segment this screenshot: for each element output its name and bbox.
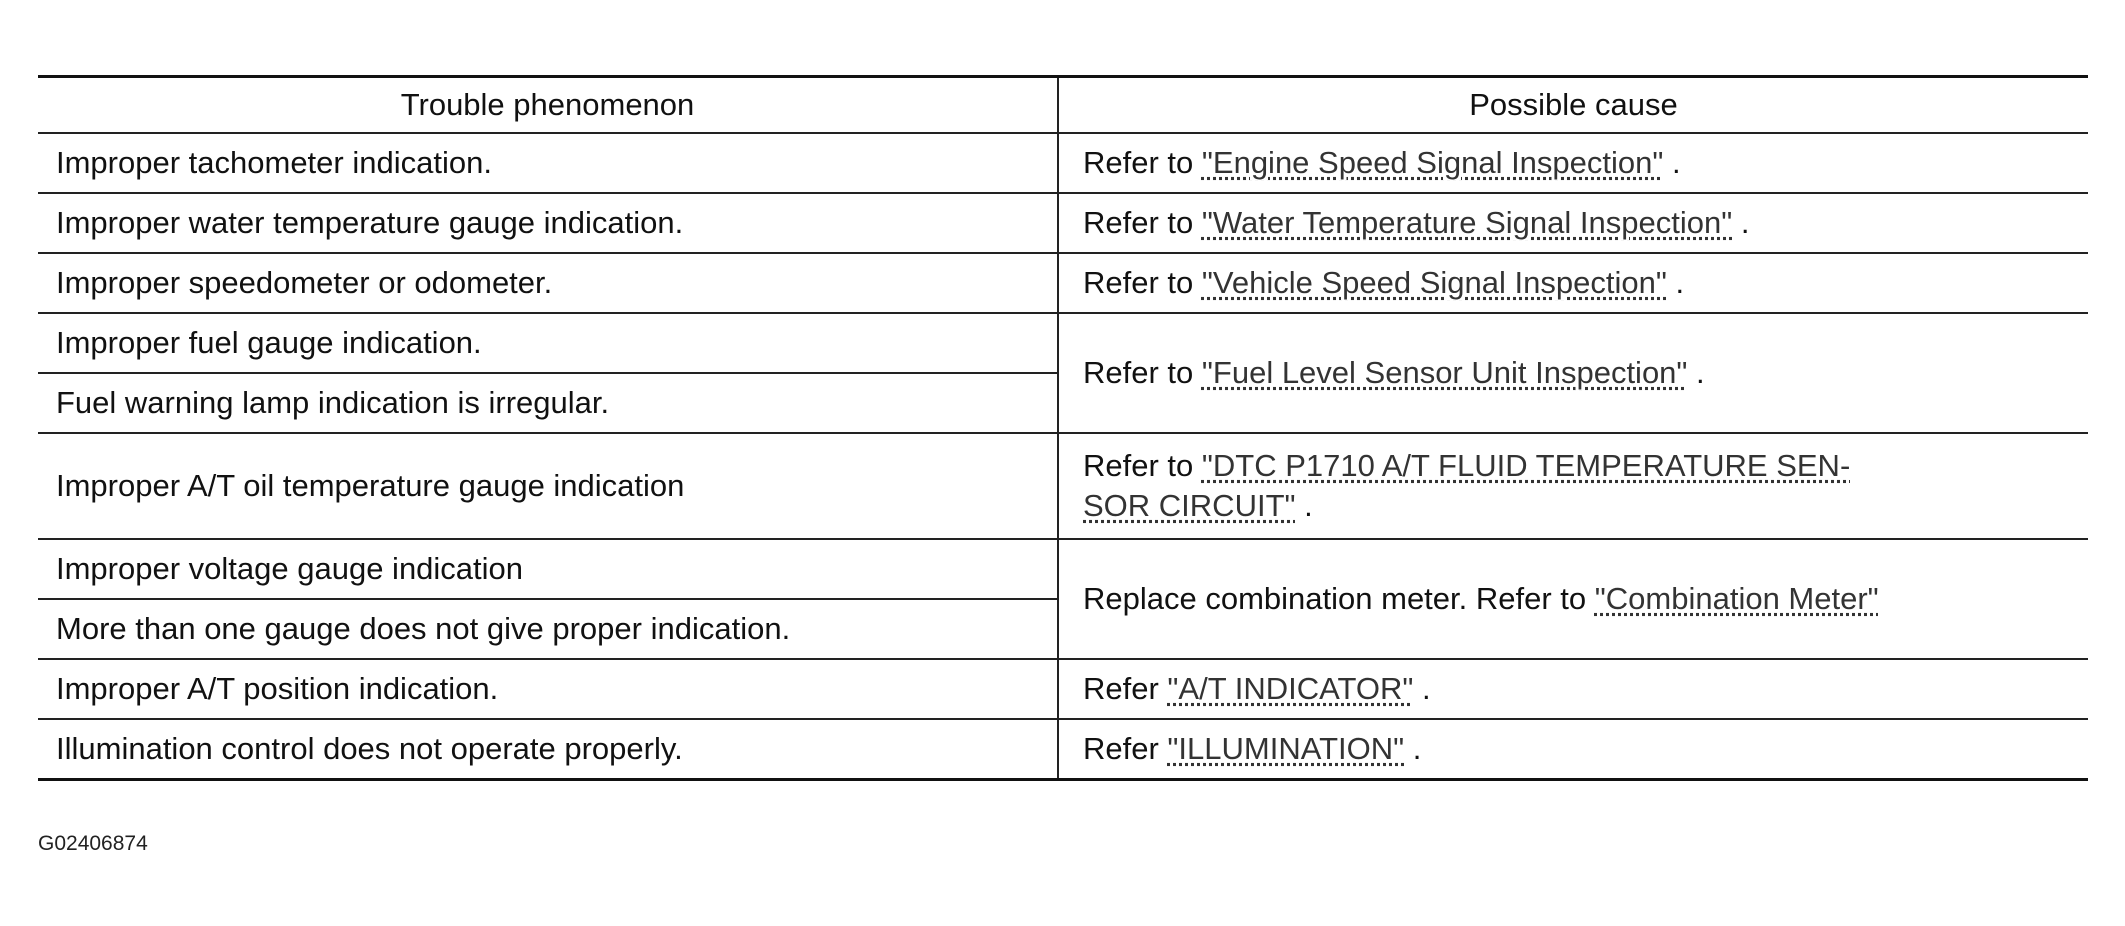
cause-prefix: Refer to [1083,205,1202,240]
cause-cell [1058,313,2088,433]
table-row [38,719,2088,780]
cause-suffix: . [1295,488,1313,523]
cause-suffix: . [1663,145,1681,180]
cause-cell [1058,253,2088,313]
figure-id: G02406874 [38,832,148,855]
header-trouble-phenomenon: Trouble phenomenon [38,77,1058,134]
cause-prefix: Refer to [1083,145,1202,180]
table-row [38,193,2088,253]
at-indicator-link[interactable]: "A/T INDICATOR" [1167,671,1414,706]
fuel-level-sensor-link[interactable]: "Fuel Level Sensor Unit Inspection" [1201,355,1688,390]
diagnosis-table [38,75,2088,781]
cause-prefix: Refer [1083,671,1168,706]
cause-cell [1058,193,2088,253]
engine-speed-signal-link[interactable]: "Engine Speed Signal Inspection" [1201,145,1664,180]
table-row [38,313,2088,373]
table-header-row [38,77,2088,134]
cause-cell [1058,659,2088,719]
table-row [38,253,2088,313]
cause-prefix: Refer to [1083,448,1202,483]
cause-cell [1058,539,2088,659]
phenomenon-cell: Fuel warning lamp indication is irregular. [38,373,1058,433]
vehicle-speed-signal-link[interactable]: "Vehicle Speed Signal Inspection" [1201,265,1667,300]
table-row [38,539,2088,599]
phenomenon-cell: Improper speedometer or odometer. [38,253,1058,313]
phenomenon-cell: Illumination control does not operate properly. [38,719,1058,780]
cause-prefix: Replace combination meter. Refer to [1083,581,1595,616]
phenomenon-cell: Improper voltage gauge indication [38,539,1058,599]
cause-cell [1058,133,2088,193]
cause-suffix: . [1687,355,1705,390]
cause-suffix: . [1666,265,1685,300]
cause-suffix: . [1413,671,1431,706]
cause-suffix: . [1404,731,1422,766]
cause-cell [1058,719,2088,780]
phenomenon-cell: Improper fuel gauge indication. [38,313,1058,373]
illumination-link[interactable]: "ILLUMINATION" [1167,731,1405,766]
cause-prefix: Refer to [1083,265,1202,300]
phenomenon-cell: Improper tachometer indication. [38,133,1058,193]
water-temperature-signal-link[interactable]: "Water Temperature Signal Inspection" [1201,205,1733,240]
combination-meter-link[interactable]: "Combination Meter" [1594,581,1879,616]
phenomenon-cell: Improper A/T position indication. [38,659,1058,719]
cause-prefix: Refer [1083,731,1168,766]
table-row [38,433,2088,539]
table-row [38,659,2088,719]
cause-prefix: Refer to [1083,355,1202,390]
dtc-p1710-link[interactable]: "DTC P1710 A/T FLUID TEMPERATURE SEN- [1201,448,1851,483]
header-possible-cause: Possible cause [1058,77,2088,134]
dtc-p1710-link-continued[interactable]: SOR CIRCUIT" [1083,488,1296,523]
table-row [38,133,2088,193]
cause-suffix: . [1732,205,1750,240]
phenomenon-cell: More than one gauge does not give proper indication. [38,599,1058,659]
phenomenon-cell: Improper water temperature gauge indication. [38,193,1058,253]
phenomenon-cell: Improper A/T oil temperature gauge indication [38,433,1058,539]
cause-cell [1058,433,2088,539]
diagnosis-table-container [38,75,2088,781]
